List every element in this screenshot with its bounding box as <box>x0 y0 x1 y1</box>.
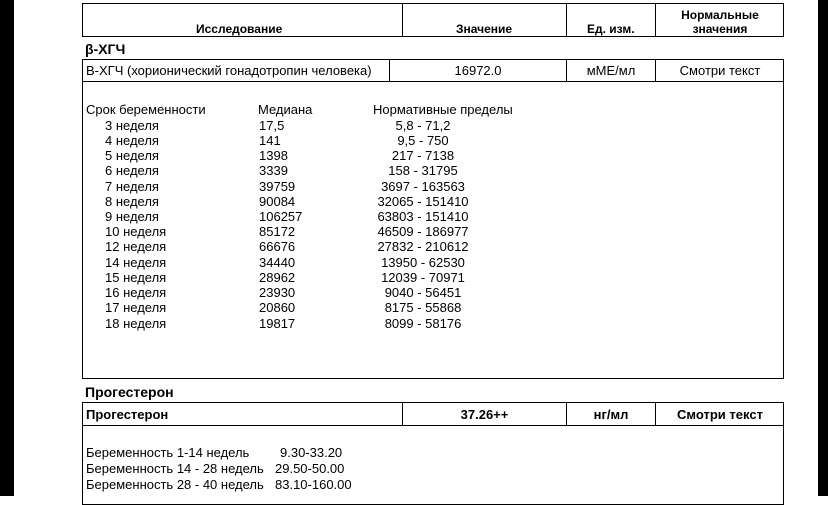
hcg-result-row <box>82 59 784 82</box>
header-test: Исследование <box>196 22 283 36</box>
header-row <box>82 3 784 37</box>
progesterone-result-row <box>82 402 784 426</box>
hcg-col-range: Нормативные пределы <box>373 102 513 117</box>
hcg-test-name: B-ХГЧ (хорионический гонадотропин человека) <box>86 63 372 78</box>
progesterone-value: 37.26++ <box>460 407 509 422</box>
progesterone-norm: Смотри текст <box>677 407 763 422</box>
hcg-col-week: Срок беременности <box>86 102 206 117</box>
progesterone-section-title: Прогестерон <box>85 384 174 400</box>
hcg-norm: Смотри текст <box>679 63 761 78</box>
header-units: Ед. изм. <box>587 22 635 36</box>
hcg-section-title: β-ХГЧ <box>85 41 126 57</box>
header-norm-line1: Нормальные <box>681 8 759 22</box>
hcg-value: 16972.0 <box>454 63 502 78</box>
progesterone-test-name: Прогестерон <box>86 407 169 422</box>
progesterone-reference-box: Беременность 1-14 недель 9.30-33.20 Беременность 14 - 28 недель 29.50-50.00 Беременность 28 - 40 недель 83.10-160.00 <box>82 425 784 505</box>
hcg-reference-box: Срок беременности Медиана Нормативные пределы 3 неделя 17,5 5,8 - 71,2 4 неделя 141 9,5 - 750 5 неделя 1398 217 - 7138 6 неделя 3339 158 - 31795 7 неделя 39759 3697 - 163563 8 неделя 90084 32065 - 151410 9 неделя 106257 63803 - 151410 10 неделя 85172 46509 - 186977 12 неделя 66676 27832 - 210612 14 неделя 34440 13950 - 62530 15 неделя 28962 12039 - 70971 16 неделя 23930 9040 - 56451 17 неделя 20860 8175 - 55868 18 неделя 19817 8099 - 58176 <box>82 81 784 379</box>
left-dark-edge <box>0 0 14 496</box>
progesterone-units: нг/мл <box>593 407 629 422</box>
header-value: Значение <box>456 22 513 36</box>
header-norm-line2: значения <box>692 22 748 36</box>
hcg-col-median: Медиана <box>258 102 313 117</box>
right-dark-edge <box>818 0 828 496</box>
hcg-units: мМЕ/мл <box>586 63 636 78</box>
